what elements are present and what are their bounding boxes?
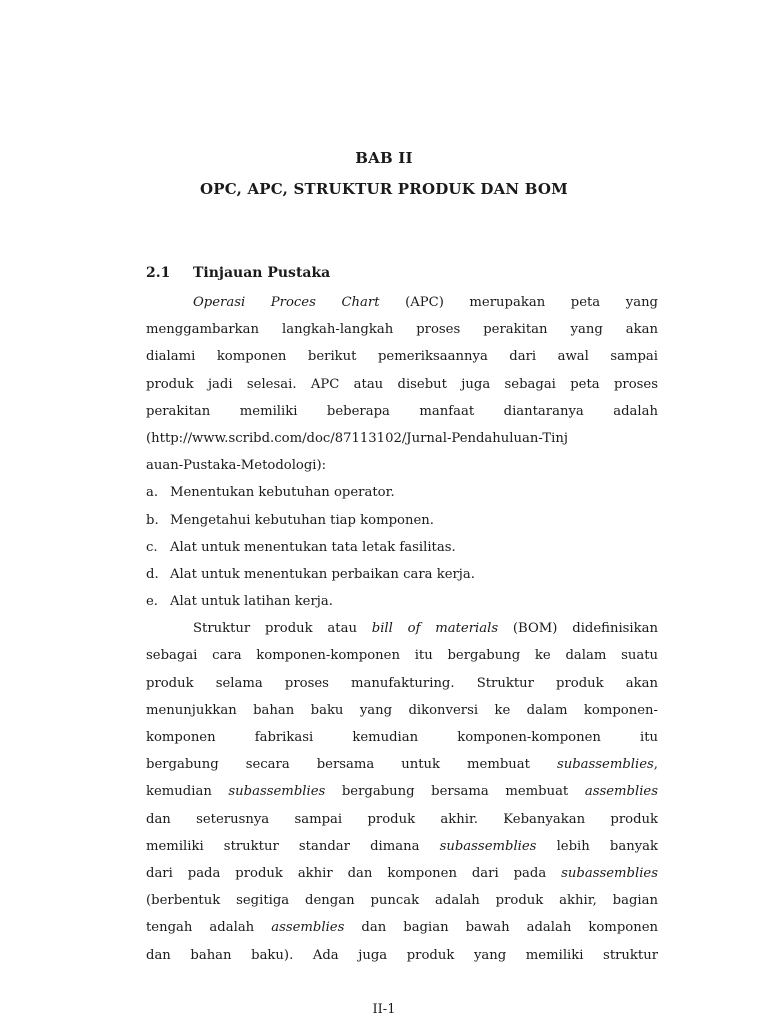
- list-text: Menentukan kebutuhan operator.: [170, 485, 395, 501]
- paragraph-line: Struktur produk atau bill of materials (BOM) didefinisikan: [193, 621, 658, 637]
- italic-term: assemblies: [271, 920, 345, 936]
- paragraph-line: komponen fabrikasi kemudian komponen-komponen itu: [146, 730, 658, 745]
- paragraph-line: perakitan memiliki beberapa manfaat diantaranya adalah: [146, 403, 658, 419]
- paragraph-line: dan seterusnya sampai produk akhir. Kebanyakan produk: [146, 811, 658, 827]
- list-item: [146, 479, 658, 506]
- list-item: [146, 507, 658, 534]
- paragraph-line: memiliki struktur standar dimana subassemblies lebih banyak: [146, 838, 658, 854]
- body-text: [146, 289, 658, 969]
- paragraph-line: dan bahan baku). Ada juga produk yang memiliki struktur: [146, 947, 658, 963]
- italic-term: subassemblies: [556, 757, 654, 773]
- paragraph-line: kemudian subassemblies bergabung bersama membuat assemblies: [146, 784, 658, 800]
- paragraph-line: menggambarkan langkah-langkah proses perakitan yang akan: [146, 322, 658, 338]
- paragraph-line: bergabung secara bersama untuk membuat subassemblies,: [146, 757, 658, 773]
- chapter-number: BAB II: [355, 149, 413, 167]
- list-marker: c.: [146, 539, 158, 555]
- list-text: Alat untuk menentukan perbaikan cara kerja.: [170, 566, 475, 582]
- paragraph-line: auan-Pustaka-Metodologi):: [146, 458, 327, 474]
- list-marker: b.: [146, 512, 159, 528]
- section-title: Tinjauan Pustaka: [193, 265, 331, 281]
- paragraph-line: (berbentuk segitiga dengan puncak adalah produk akhir, bagian: [146, 893, 658, 909]
- chapter-title: OPC, APC, STRUKTUR PRODUK DAN BOM: [200, 180, 568, 198]
- paragraph-line: (http://www.scribd.com/doc/87113102/Jurnal-Pendahuluan-Tinj: [146, 430, 568, 446]
- italic-term: assemblies: [584, 784, 658, 800]
- italic-term: Operasi Proces Chart: [193, 295, 380, 310]
- list-item: [146, 588, 658, 615]
- italic-term: subassemblies: [561, 865, 658, 881]
- list-marker: d.: [146, 566, 159, 582]
- list-text: Alat untuk menentukan tata letak fasilitas.: [170, 539, 456, 555]
- italic-term: bill of materials: [371, 621, 499, 637]
- list-item: [146, 534, 658, 561]
- paragraph-line: produk jadi selesai. APC atau disebut juga sebagai peta proses: [146, 376, 658, 392]
- list-text: Alat untuk latihan kerja.: [170, 594, 333, 610]
- section-number: 2.1: [146, 265, 171, 281]
- list-text: Mengetahui kebutuhan tiap komponen.: [170, 512, 434, 528]
- paragraph-line: dari pada produk akhir dan komponen dari pada subassemblies: [146, 865, 658, 881]
- list-marker: e.: [146, 594, 158, 610]
- paragraph-line: dialami komponen berikut pemeriksaannya dari awal sampai: [146, 349, 658, 365]
- list-item: [146, 561, 658, 588]
- section-heading: [146, 265, 330, 281]
- paragraph-line: Operasi Proces Chart (APC) merupakan peta yang: [193, 295, 658, 310]
- paragraph-line: produk selama proses manufakturing. Struktur produk akan: [146, 675, 658, 691]
- list-marker: a.: [146, 485, 159, 501]
- italic-term: subassemblies: [228, 784, 326, 800]
- paragraph-line: tengah adalah assemblies dan bagian bawah adalah komponen: [146, 920, 658, 936]
- paragraph-line: sebagai cara komponen-komponen itu bergabung ke dalam suatu: [146, 648, 658, 664]
- paragraph-line: menunjukkan bahan baku yang dikonversi ke dalam komponen-: [146, 702, 658, 718]
- italic-term: subassemblies: [439, 838, 537, 854]
- page-number: II-1: [372, 1002, 396, 1017]
